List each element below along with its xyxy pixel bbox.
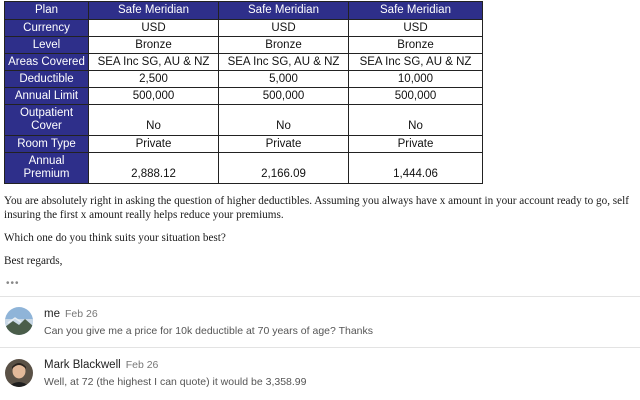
table-cell: SEA Inc SG, AU & NZ bbox=[219, 54, 349, 71]
table-row bbox=[5, 136, 483, 153]
table-cell: 10,000 bbox=[349, 71, 483, 88]
message-preview: Can you give me a price for 10k deductible at 70 years of age? Thanks bbox=[44, 325, 374, 337]
row-label: Outpatient Cover bbox=[5, 105, 89, 136]
row-label: Annual Premium bbox=[5, 153, 89, 184]
header-plan-3: Safe Meridian bbox=[349, 2, 483, 20]
avatar bbox=[5, 307, 33, 335]
table-header-row bbox=[5, 2, 483, 20]
row-label: Currency bbox=[5, 20, 89, 37]
message-preview: Well, at 72 (the highest I can quote) it would be 3,358.99 bbox=[44, 376, 307, 388]
row-label: Annual Limit bbox=[5, 88, 89, 105]
table-cell: Bronze bbox=[89, 37, 219, 54]
table-cell: SEA Inc SG, AU & NZ bbox=[349, 54, 483, 71]
table-cell: 2,888.12 bbox=[89, 153, 219, 184]
row-label: Deductible bbox=[5, 71, 89, 88]
table-cell: 500,000 bbox=[349, 88, 483, 105]
table-row bbox=[5, 54, 483, 71]
table-cell: Private bbox=[219, 136, 349, 153]
table-cell: USD bbox=[349, 20, 483, 37]
table-cell: USD bbox=[219, 20, 349, 37]
table-cell: 2,500 bbox=[89, 71, 219, 88]
email-body bbox=[4, 194, 636, 268]
avatar bbox=[5, 359, 33, 387]
table-cell: Bronze bbox=[219, 37, 349, 54]
table-cell: 1,444.06 bbox=[349, 153, 483, 184]
header-plan: Plan bbox=[5, 2, 89, 20]
plan-comparison-table bbox=[4, 1, 483, 184]
message-item-mark-blackwell[interactable] bbox=[0, 348, 640, 400]
sender-name: me bbox=[44, 308, 60, 320]
table-cell: 2,166.09 bbox=[219, 153, 349, 184]
table-row bbox=[5, 37, 483, 54]
landscape-avatar-icon bbox=[5, 307, 33, 335]
table-cell: 5,000 bbox=[219, 71, 349, 88]
table-row bbox=[5, 20, 483, 37]
show-trimmed-content-button[interactable]: ••• bbox=[6, 278, 20, 289]
email-paragraph: Which one do you think suits your situation best? bbox=[4, 232, 226, 244]
table-cell: Private bbox=[349, 136, 483, 153]
table-cell: 500,000 bbox=[219, 88, 349, 105]
message-date: Feb 26 bbox=[64, 308, 98, 320]
table-cell: No bbox=[349, 105, 483, 136]
table-row bbox=[5, 153, 483, 184]
table-cell: Private bbox=[89, 136, 219, 153]
person-avatar-icon bbox=[5, 359, 33, 387]
email-paragraph: You are absolutely right in asking the question of higher deductibles. Assuming you always have x amount in your account ready to go, self insuring the first x amount really helps reduce your premiums. bbox=[4, 195, 629, 221]
table-cell: Bronze bbox=[349, 37, 483, 54]
table-row bbox=[5, 105, 483, 136]
table-cell: 500,000 bbox=[89, 88, 219, 105]
table-row bbox=[5, 88, 483, 105]
message-date: Feb 26 bbox=[125, 359, 159, 371]
table-cell: No bbox=[89, 105, 219, 136]
header-plan-1: Safe Meridian bbox=[89, 2, 219, 20]
row-label: Areas Covered bbox=[5, 54, 89, 71]
table-cell: No bbox=[219, 105, 349, 136]
header-plan-2: Safe Meridian bbox=[219, 2, 349, 20]
table-row bbox=[5, 71, 483, 88]
sender-name: Mark Blackwell bbox=[44, 359, 121, 371]
row-label: Room Type bbox=[5, 136, 89, 153]
message-item-me[interactable] bbox=[0, 297, 640, 345]
table-cell: USD bbox=[89, 20, 219, 37]
table-cell: SEA Inc SG, AU & NZ bbox=[89, 54, 219, 71]
email-signoff: Best regards, bbox=[4, 255, 63, 267]
row-label: Level bbox=[5, 37, 89, 54]
